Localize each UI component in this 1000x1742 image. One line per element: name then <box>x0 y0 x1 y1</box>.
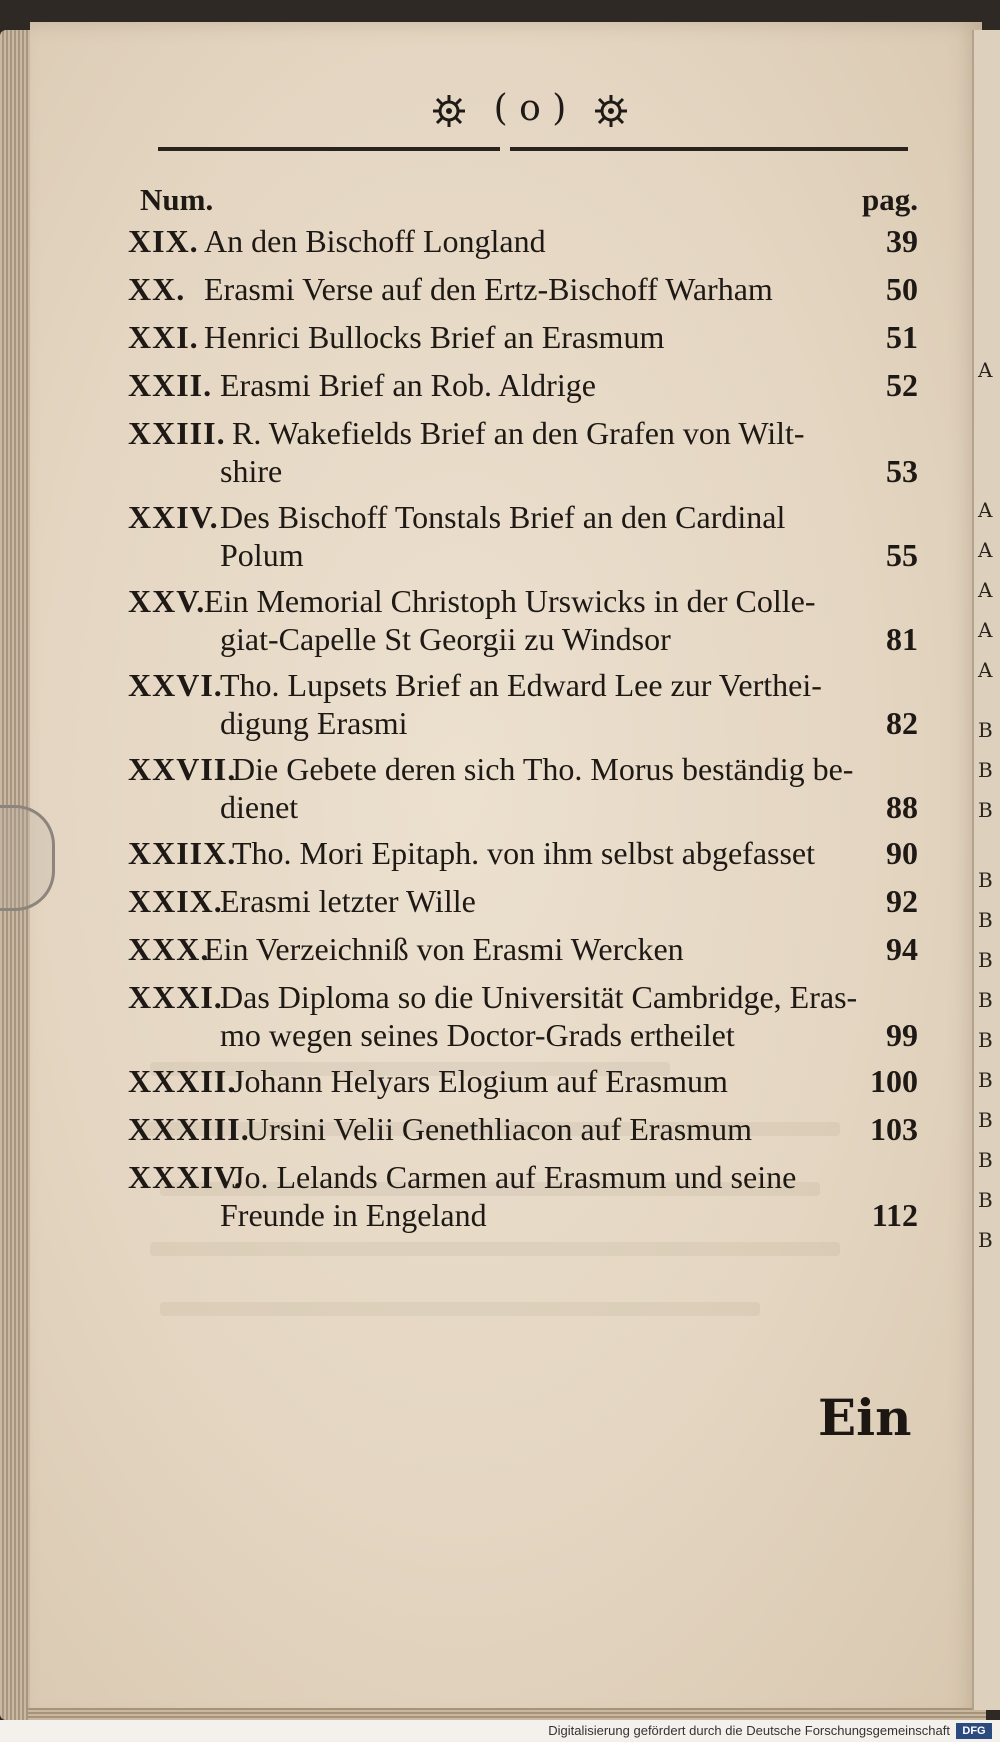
entry-number: XXIIX. <box>128 835 237 871</box>
page-column-label: pag. <box>862 182 918 217</box>
header-rule-right <box>510 147 908 151</box>
entry-number: XXXIII. <box>128 1111 250 1147</box>
entry-number: XXV. <box>128 583 206 619</box>
catchword: Ein <box>818 1388 912 1447</box>
toc-entry <box>128 366 918 404</box>
next-page-edge <box>972 30 1000 1710</box>
entry-title: Erasmi Verse auf den Ertz-Bischoff Warham <box>204 271 773 307</box>
next-page-fragment: A <box>978 578 993 602</box>
entry-title: Jo. Lelands Carmen auf Erasmum und seine <box>232 1159 797 1195</box>
next-page-fragment: B <box>978 798 993 822</box>
next-page-fragment: B <box>978 868 993 892</box>
entry-page-number: 99 <box>886 1017 918 1053</box>
next-page-fragment: A <box>978 498 993 522</box>
toc-entry <box>128 666 918 742</box>
next-page-fragment: B <box>978 758 993 782</box>
next-page-fragment: A <box>978 358 993 382</box>
toc-entry <box>128 978 918 1054</box>
entry-page-number: 103 <box>870 1111 918 1147</box>
next-page-fragment: B <box>978 988 993 1012</box>
ornament-icon <box>594 94 628 128</box>
num-column-label: Num. <box>140 182 214 217</box>
toc-entry <box>128 834 918 872</box>
entry-title: Das Diploma so die Universität Cambridge, Eras- <box>220 979 858 1015</box>
bleed-through-line <box>160 1302 760 1316</box>
page-marker: ( o ) <box>493 88 567 129</box>
next-page-fragment: B <box>978 948 993 972</box>
toc-entry <box>128 1158 918 1234</box>
entry-page-number: 92 <box>886 883 918 919</box>
entry-number: XXXI. <box>128 979 223 1015</box>
entry-title: Ein Memorial Christoph Urswicks in der Colle- <box>204 583 816 619</box>
entry-number: XXI. <box>128 319 199 355</box>
entry-number: XXXII. <box>128 1063 237 1099</box>
entry-title: Tho. Lupsets Brief an Edward Lee zur Verthei- <box>220 667 822 703</box>
next-page-fragment: B <box>978 718 993 742</box>
next-page-fragment: B <box>978 1068 993 1092</box>
entry-title: An den Bischoff Longland <box>204 223 546 259</box>
entry-number: XXII. <box>128 367 213 403</box>
entry-title-continued: dienet <box>220 789 299 825</box>
entry-page-number: 100 <box>870 1063 918 1099</box>
entry-number: XIX. <box>128 223 199 259</box>
toc-entry <box>128 930 918 968</box>
next-page-fragment: B <box>978 908 993 932</box>
next-page-fragment: A <box>978 658 993 682</box>
entry-page-number: 81 <box>886 621 918 657</box>
entry-page-number: 52 <box>886 367 918 403</box>
toc-entry <box>128 414 918 490</box>
toc-entry <box>128 270 918 308</box>
entry-list <box>128 222 918 1234</box>
entry-page-number: 51 <box>886 319 918 355</box>
entry-page-number: 39 <box>886 223 918 259</box>
column-headings <box>140 182 918 222</box>
toc-entry <box>128 882 918 920</box>
entry-page-number: 53 <box>886 453 918 489</box>
entry-title: Johann Helyars Elogium auf Erasmum <box>232 1063 728 1099</box>
entry-title: Erasmi Brief an Rob. Aldrige <box>220 367 596 403</box>
entry-page-number: 112 <box>871 1197 918 1233</box>
bleed-through-line <box>150 1242 840 1256</box>
entry-title: R. Wakefields Brief an den Grafen von Wilt- <box>232 415 805 451</box>
next-page-fragment: B <box>978 1108 993 1132</box>
entry-title-continued: mo wegen seines Doctor-Grads ertheilet <box>220 1017 735 1053</box>
next-page-fragment: B <box>978 1028 993 1052</box>
entry-title-continued: shire <box>220 453 283 489</box>
toc-entry <box>128 750 918 826</box>
next-page-fragment: A <box>978 538 993 562</box>
entry-title-continued: digung Erasmi <box>220 705 408 741</box>
entry-title-continued: Polum <box>220 537 304 573</box>
toc-entry <box>128 1110 918 1148</box>
entry-title: Des Bischoff Tonstals Brief an den Cardinal <box>220 499 786 535</box>
entry-title: Henrici Bullocks Brief an Erasmum <box>204 319 665 355</box>
entry-number: XXIX. <box>128 883 223 919</box>
entry-number: XXIV. <box>128 499 219 535</box>
table-of-contents <box>128 182 918 1242</box>
entry-title: Tho. Mori Epitaph. von ihm selbst abgefasset <box>232 835 816 871</box>
toc-entry <box>128 222 918 260</box>
page-header <box>380 88 680 138</box>
toc-entry <box>128 318 918 356</box>
entry-page-number: 55 <box>886 537 918 573</box>
entry-title: Ursini Velii Genethliacon auf Erasmum <box>246 1111 752 1147</box>
next-page-fragment: B <box>978 1188 993 1212</box>
entry-page-number: 50 <box>886 271 918 307</box>
dfg-logo: DFG <box>956 1723 992 1739</box>
toc-entry <box>128 1062 918 1100</box>
entry-number: XX. <box>128 271 186 307</box>
digitization-credit <box>0 1720 1000 1742</box>
entry-number: XXVI. <box>128 667 223 703</box>
entry-page-number: 88 <box>886 789 918 825</box>
entry-page-number: 94 <box>886 931 918 967</box>
entry-page-number: 82 <box>886 705 918 741</box>
header-rule-left <box>158 147 500 151</box>
entry-number: XXX. <box>128 931 210 967</box>
entry-page-number: 90 <box>886 835 918 871</box>
book-clip <box>0 805 55 911</box>
entry-title-continued: Freunde in Engeland <box>220 1197 487 1233</box>
toc-entry <box>128 582 918 658</box>
next-page-fragment: B <box>978 1148 993 1172</box>
entry-number: XXIII. <box>128 415 226 451</box>
entry-number: XXVII. <box>128 751 237 787</box>
credit-text: Digitalisierung gefördert durch die Deutsche Forschungsgemeinschaft <box>548 1723 950 1738</box>
entry-title-continued: giat-Capelle St Georgii zu Windsor <box>220 621 671 657</box>
next-page-fragment: A <box>978 618 993 642</box>
entry-title: Die Gebete deren sich Tho. Morus beständig be- <box>232 751 854 787</box>
toc-entry <box>128 498 918 574</box>
ornament-icon <box>432 94 466 128</box>
entry-title: Ein Verzeichniß von Erasmi Wercken <box>204 931 684 967</box>
next-page-fragment: B <box>978 1228 993 1252</box>
entry-title: Erasmi letzter Wille <box>220 883 476 919</box>
entry-number: XXXIV. <box>128 1159 243 1195</box>
